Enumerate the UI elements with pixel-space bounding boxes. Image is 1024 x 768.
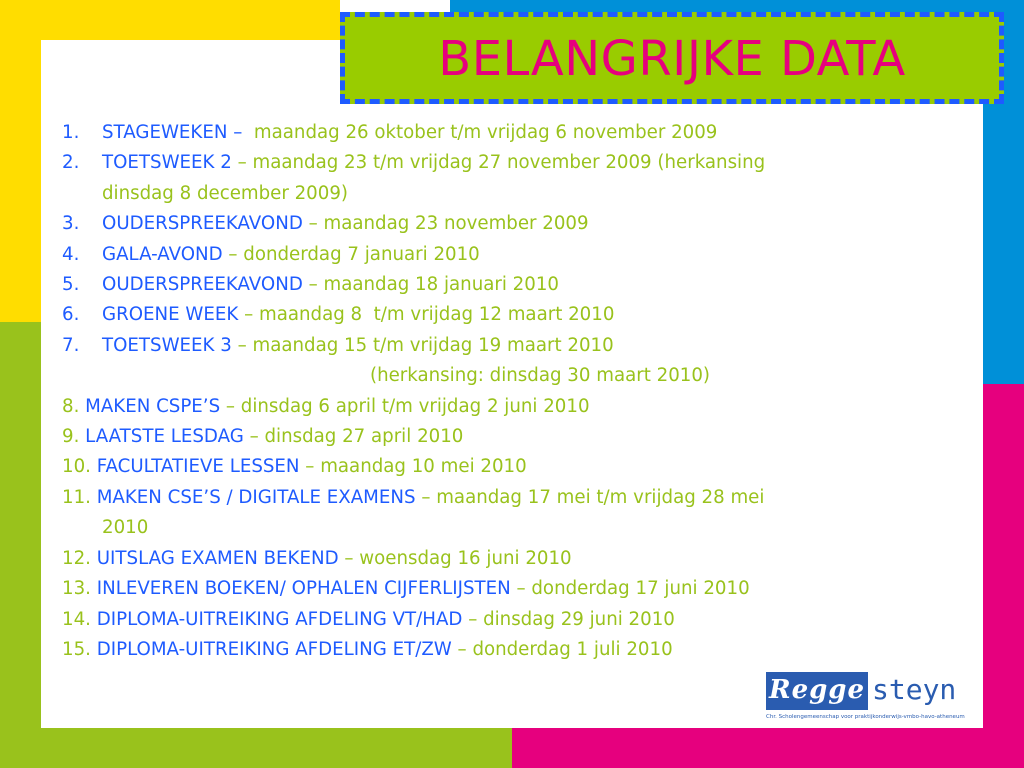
title-box xyxy=(340,12,1004,104)
item-number: 6. xyxy=(62,304,80,326)
list-item-continuation xyxy=(62,513,942,543)
list-item-continuation xyxy=(62,179,942,209)
item-number: 9. xyxy=(62,426,80,448)
item-title: MAKEN CSPE’S xyxy=(85,395,221,417)
item-date: woensdag 16 juni 2010 xyxy=(359,547,572,569)
item-date: dinsdag 27 april 2010 xyxy=(264,426,464,448)
item-date: donderdag 7 januari 2010 xyxy=(243,243,480,265)
item-number: 2. xyxy=(62,152,80,174)
item-number: 12. xyxy=(62,547,91,569)
page-title: BELANGRIJKE DATA xyxy=(438,31,906,87)
item-separator: – xyxy=(451,638,473,660)
item-separator: – xyxy=(231,152,253,174)
item-separator: – xyxy=(415,486,437,508)
item-number: 11. xyxy=(62,486,91,508)
item-date: maandag 23 november 2009 xyxy=(323,213,589,235)
item-separator: – xyxy=(227,122,254,143)
list-item xyxy=(62,635,942,665)
item-separator: – xyxy=(222,243,244,265)
logo-text-regge: Regge xyxy=(768,675,866,705)
item-title: OUDERSPREEKAVOND xyxy=(102,274,303,296)
item-title: DIPLOMA-UITREIKING AFDELING VT/HAD xyxy=(96,608,463,630)
item-title: MAKEN CSE’S / DIGITALE EXAMENS xyxy=(96,486,416,508)
item-date: donderdag 1 juli 2010 xyxy=(472,638,673,660)
list-item xyxy=(62,240,942,270)
list-item xyxy=(62,483,942,513)
item-separator: – xyxy=(462,608,484,630)
list-item xyxy=(62,270,942,300)
item-separator: – xyxy=(243,426,265,448)
item-date: dinsdag 29 juni 2010 xyxy=(483,608,675,630)
item-title: GROENE WEEK xyxy=(102,304,239,326)
item-title: GALA-AVOND xyxy=(102,243,223,265)
list-item xyxy=(62,605,942,635)
item-date: maandag 17 mei t/m vrijdag 28 mei xyxy=(436,486,765,508)
item-date-continuation: 2010 xyxy=(102,517,149,539)
item-number: 14. xyxy=(62,608,91,630)
item-separator: – xyxy=(299,456,321,478)
list-item xyxy=(62,118,942,148)
list-item xyxy=(62,148,942,178)
logo-tagline: Chr. Scholengemeenschap voor praktijkonderwijs-vmbo-havo-atheneum xyxy=(766,714,965,720)
item-date: maandag 18 januari 2010 xyxy=(323,274,559,296)
item-date: maandag 8 t/m vrijdag 12 maart 2010 xyxy=(258,304,615,326)
item-date-continuation: dinsdag 8 december 2009) xyxy=(102,182,348,204)
item-number: 8. xyxy=(62,395,80,417)
list-item xyxy=(62,544,942,574)
item-number: 3. xyxy=(62,213,80,235)
item-title: LAATSTE LESDAG xyxy=(85,426,244,448)
list-item xyxy=(62,574,942,604)
list-item xyxy=(62,300,942,330)
item-separator: – xyxy=(510,578,532,600)
item-separator: – xyxy=(220,395,241,417)
item-separator: – xyxy=(231,334,253,356)
item-separator: – xyxy=(238,304,259,326)
item-number: 4. xyxy=(62,243,80,265)
item-title: INLEVEREN BOEKEN/ OPHALEN CIJFERLIJSTEN xyxy=(96,578,511,600)
item-number: 10. xyxy=(62,456,91,478)
item-number: 5. xyxy=(62,274,80,296)
item-date-continuation: (herkansing: dinsdag 30 maart 2010) xyxy=(370,365,711,387)
list-item xyxy=(62,331,942,361)
item-date: donderdag 17 juni 2010 xyxy=(531,578,750,600)
logo-box xyxy=(766,672,868,710)
logo-text-steyn: steyn xyxy=(872,673,957,706)
item-number: 1. xyxy=(62,122,80,143)
item-title: UITSLAG EXAMEN BEKEND xyxy=(96,547,339,569)
item-date: maandag 10 mei 2010 xyxy=(320,456,527,478)
item-title: TOETSWEEK 2 xyxy=(102,152,232,174)
item-title: OUDERSPREEKAVOND xyxy=(102,213,303,235)
list-item xyxy=(62,452,942,482)
date-list xyxy=(62,118,942,665)
item-number: 13. xyxy=(62,578,91,600)
item-date: dinsdag 6 april t/m vrijdag 2 juni 2010 xyxy=(240,395,590,417)
list-item xyxy=(62,422,942,452)
item-title: FACULTATIEVE LESSEN xyxy=(96,456,300,478)
list-item xyxy=(62,209,942,239)
item-separator: – xyxy=(338,547,360,569)
item-number: 15. xyxy=(62,638,91,660)
list-item-continuation xyxy=(62,361,942,391)
item-title: DIPLOMA-UITREIKING AFDELING ET/ZW xyxy=(96,638,452,660)
item-separator: – xyxy=(302,213,324,235)
item-date: maandag 26 oktober t/m vrijdag 6 november 2009 xyxy=(253,122,718,143)
item-date: maandag 23 t/m vrijdag 27 november 2009 (herkansing xyxy=(252,152,766,174)
list-item xyxy=(62,392,942,422)
item-date: maandag 15 t/m vrijdag 19 maart 2010 xyxy=(252,334,614,356)
item-title: STAGEWEKEN xyxy=(102,122,228,143)
item-title: TOETSWEEK 3 xyxy=(102,334,232,356)
item-number: 7. xyxy=(62,334,80,356)
item-separator: – xyxy=(302,274,324,296)
reggesteyn-logo xyxy=(764,670,972,728)
